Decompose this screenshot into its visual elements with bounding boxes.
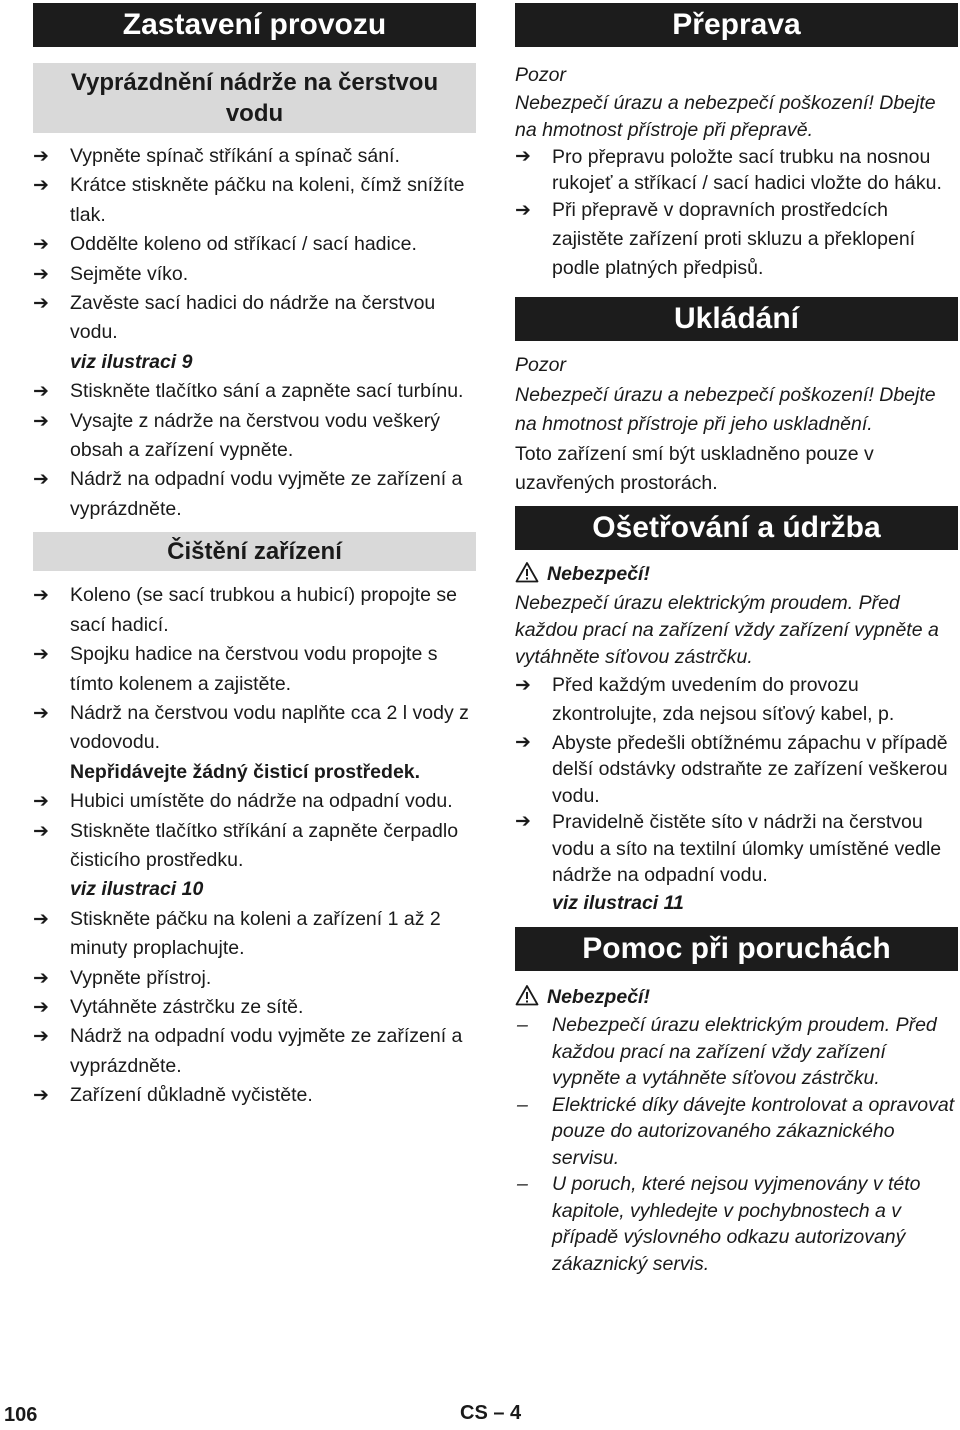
figure-reference: viz ilustraci 11 [552,891,684,914]
storage-text: Toto zařízení smí být uskladněno pouze v uzavřených prostorách. [515,442,874,495]
step-item [33,905,476,964]
arrow-right-icon: ➔ [33,410,49,432]
caution-text: Nebezpečí úrazu a nebezpečí poškození! Dbejte na hmotnost přístroje při jeho uskladnění. [515,383,936,436]
step-item [33,171,476,230]
step-item [33,377,476,406]
step-text: Vypněte spínač stříkání a spínač sání. [70,145,400,167]
warning-triangle-icon [515,984,539,1006]
dash-item [515,1092,958,1172]
step-item [515,671,958,730]
banner-pomoc-pri-poruchach: Pomoc při poruchách [515,927,958,971]
step-text: Vypněte přístroj. [70,966,212,989]
warning-triangle-icon [515,561,539,583]
step-item [515,809,958,889]
step-item [33,817,476,876]
page-number: 106 [4,1404,38,1426]
step-item [33,142,476,171]
banner-osetrovani: Ošetřování a údržba [515,506,958,550]
arrow-right-icon: ➔ [33,702,49,724]
arrow-right-icon: ➔ [515,811,531,833]
dash-bullet: – [517,1173,528,1196]
step-text: Hubici umístěte do nádrže na odpadní vodu. [70,790,453,813]
arrow-right-icon: ➔ [515,200,531,222]
arrow-right-icon: ➔ [33,908,49,930]
banner-preprava: Přeprava [515,3,958,47]
step-item [33,787,476,816]
step-text: Spojku hadice na čerstvou vodu propojte s tímto kolenem a zajistěte. [70,643,438,695]
arrow-right-icon: ➔ [33,263,49,285]
danger-heading [515,560,958,589]
arrow-right-icon: ➔ [33,175,49,197]
arrow-right-icon: ➔ [33,1085,49,1107]
caution-label: Pozor [515,354,566,377]
step-text: Zavěste sací hadici do nádrže na čerstvou vodu. [70,292,436,344]
arrow-right-icon: ➔ [33,234,49,256]
arrow-right-icon: ➔ [33,644,49,666]
arrow-right-icon: ➔ [33,585,49,607]
caution-text: Nebezpečí úrazu a nebezpečí poškození! Dbejte na hmotnost přístroje při přepravě. [515,92,936,142]
subhead-cisteni: Čištění zařízení [33,532,476,571]
step-text: Krátce stiskněte páčku na koleni, čímž snížíte tlak. [70,174,465,226]
step-item [33,260,476,289]
step-text: Nádrž na odpadní vodu vyjměte ze zařízení a vyprázdněte. [70,468,463,520]
arrow-right-icon: ➔ [515,731,531,753]
step-item [33,1081,476,1110]
step-item [33,964,476,993]
step-item [33,699,476,758]
step-text: Vysajte z nádrže na čerstvou vodu veškerý obsah a zařízení vypněte. [70,409,440,462]
step-text: Stiskněte tlačítko stříkání a zapněte čerpadlo čisticího prostředku. [70,819,459,871]
arrow-right-icon: ➔ [33,1026,49,1048]
step-text: Nádrž na odpadní vodu vyjměte ze zařízení a vyprázdněte. [70,1025,463,1077]
arrow-right-icon: ➔ [33,381,49,403]
step-item [33,230,476,259]
arrow-right-icon: ➔ [33,146,49,167]
figure-reference: viz ilustraci 10 [70,878,204,901]
danger-heading [515,983,958,1012]
subhead-vyprazdneni: Vyprázdnění nádrže na čerstvou vodu [33,63,476,133]
step-text: Koleno (se sací trubkou a hubicí) propojte se sací hadicí. [70,584,457,636]
step-text: Pravidelně čistěte síto v nádrži na čerstvou vodu a síto na textilní úlomky umístěné vedle nádrže na odpadní vodu. [552,811,942,887]
step-text: Při přepravě v dopravních prostředcích zajistěte zařízení proti skluzu a překlopení podle platných předpisů. [552,199,916,280]
step-text: Vytáhněte zástrčku ze sítě. [70,995,304,1018]
step-text: Nádrž na čerstvou vodu naplňte cca 2 l vody z vodovodu. [70,701,469,754]
step-item [33,993,476,1022]
arrow-right-icon: ➔ [515,146,531,168]
arrow-right-icon: ➔ [33,996,49,1018]
dash-text: Nebezpečí úrazu elektrickým proudem. Před každou prací na zařízení vždy zařízení vypněte a vytáhněte síťovou zástrčku. [552,1014,937,1090]
banner-zastaveni-provozu: Zastavení provozu [33,3,476,47]
dash-bullet: – [517,1093,528,1116]
dash-item [515,1012,958,1092]
important-note: Nepřidávejte žádný čisticí prostředek. [70,760,421,783]
danger-text: Nebezpečí úrazu elektrickým proudem. Před každou prací na zařízení vždy zařízení vypněte a vytáhněte síťovou zástrčku. [515,591,939,668]
arrow-right-icon: ➔ [33,791,49,813]
dash-bullet: – [517,1014,528,1037]
step-text: Stiskněte páčku na koleni a zařízení 1 až 2 minuty proplachujte. [70,907,441,960]
step-text: Oddělte koleno od stříkací / sací hadice. [70,233,417,256]
step-item [515,144,958,196]
arrow-right-icon: ➔ [33,820,49,842]
dash-text: U poruch, které nejsou vyjmenovány v této kapitole, vyhledejte v pochybnostech a v případě výslovného odkazu autorizovaný zákaznický servis. [552,1173,921,1275]
step-item [33,640,476,699]
caution-label: Pozor [515,64,566,86]
danger-label: Nebezpečí! [547,563,650,586]
step-text: Stiskněte tlačítko sání a zapněte sací turbínu. [70,380,464,403]
step-text: Sejměte víko. [70,262,189,285]
step-item [33,581,476,640]
step-item [33,1022,476,1081]
language-page-label: CS – 4 [460,1402,522,1424]
danger-label: Nebezpečí! [547,986,650,1009]
arrow-right-icon: ➔ [33,469,49,491]
arrow-right-icon: ➔ [33,293,49,315]
banner-ukladani: Ukládání [515,297,958,341]
step-item [515,730,958,810]
figure-reference: viz ilustraci 9 [70,350,193,373]
step-item [33,407,476,466]
step-item [33,465,476,524]
step-item [33,289,476,348]
step-text: Abyste předešli obtížnému zápachu v případě delší odstávky odstraňte ze zařízení veškerou vodu. [552,731,948,807]
arrow-right-icon: ➔ [515,674,531,696]
left-column [33,0,476,1111]
dash-item [515,1171,958,1277]
right-column [515,0,958,1277]
step-item [515,196,958,283]
step-text: Před každým uvedením do provozu zkontrolujte, zda nejsou síťový kabel, p. [552,673,895,726]
step-text: Zařízení důkladně vyčistěte. [70,1084,313,1107]
dash-text: Elektrické díky dávejte kontrolovat a opravovat pouze do autorizovaného zákaznického servisu. [552,1093,955,1169]
step-text: Pro přepravu položte sací trubku na nosnou rukojeť a stříkací / sací hadici vložte do háku. [552,146,942,195]
arrow-right-icon: ➔ [33,967,49,989]
